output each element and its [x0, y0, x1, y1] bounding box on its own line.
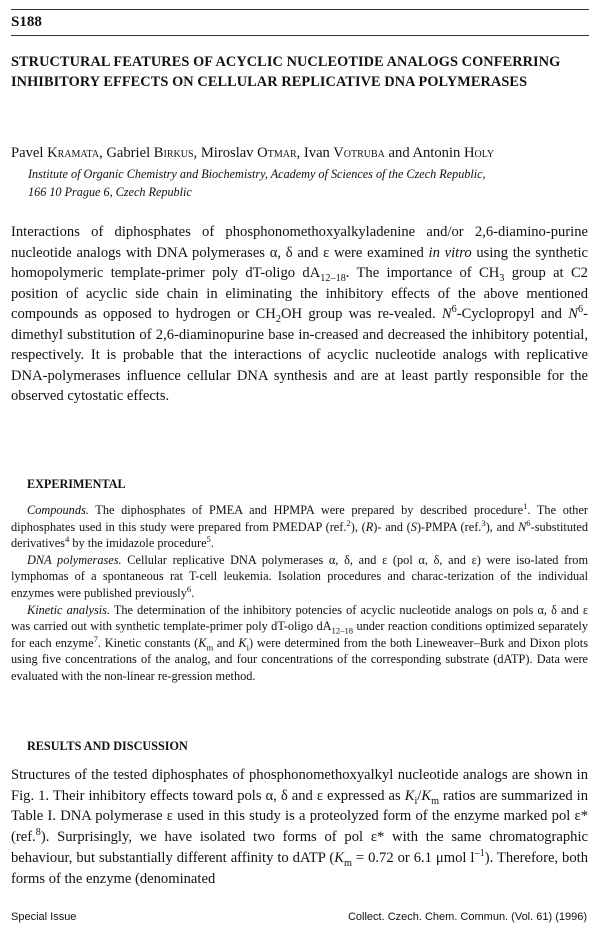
author-name: Gabriel Birkus: [106, 145, 194, 161]
author-name: Antonin Holy: [412, 145, 495, 161]
page-number: S188: [11, 14, 42, 30]
author-name: Miroslav Otmar: [200, 145, 297, 161]
abstract: Interactions of diphosphates of phosphonomethoxyalkyladenine and/or 2,6-diamino-purine nucleotide analogs with DNA polymerases α, δ and ε were examined in vitro using the synthetic homopolymeric template-primer poly dT-oligo $dA_{12-18}$. The importance of $CH_3$ group at C2 position of acyclic side chain in eliminating the inhibitory effects of the above mentioned compounds as opposed to hydrogen or $CH_2OH$ group was re-vealed. $N^6$-Cyclopropyl and $N^6$-dimethyl substitution of 2,6-diaminopurine base in-creased and decreased the inhibitory potential, respectively. It is probable that the interactions of acyclic nucleotide analogs with replicative DNA-polymerases influence cellular DNA synthesis and are at least partly responsible for the observed cytostatic effects.: [11, 224, 588, 404]
affiliation-line-2: 166 10 Prague 6, Czech Republic: [28, 185, 192, 199]
paragraph-compounds: Compounds. The diphosphates of PMEA and HPMPA were prepared by described procedure$^1$. The other diphosphates used in this study were prepared from PMEDAP (ref.$^2$), (R)- and (S)-PMPA (ref.$^3$), and $N^6$-substituted derivatives$^4$ by the imidazole procedure$^5$.: [11, 500, 588, 551]
section-heading-experimental: EXPERIMENTAL: [27, 477, 126, 491]
paper-title: STRUCTURAL FEATURES OF ACYCLIC NUCLEOTIDE ANALOGS CONFERRING INHIBITORY EFFECTS ON CELLULAR REPLICATIVE DNA POLYMERASES: [11, 54, 561, 90]
affiliation-line-1: Institute of Organic Chemistry and Biochemistry, Academy of Sciences of the Czech Republic,: [28, 167, 486, 181]
experimental-section: [11, 502, 588, 685]
paragraph-dna-polymerases: DNA polymerases. Cellular replicative DNA polymerases α, δ, and ε (pol α, δ, and ε) were iso-lated from lymphomas of a spontaneous rat T-cell leukemia. Isolation procedures and charac-terization of the individual enzymes were published previously$^6$.: [11, 552, 589, 600]
header-rule-bottom: [11, 35, 589, 36]
results-text: Structures of the tested diphosphates of phosphonomethoxyalkyl nucleotide analogs are shown in Fig. 1. Their inhibitory effects toward pols α, δ and ε expressed as $K_i/K_m$ ratios are summarized in Table I. DNA polymerase ε used in this study is a proteolyzed form of the enzyme marked pol ε* (ref.$^8$). Surprisingly, we have isolated two forms of pol ε* with the same chromatographic behaviour, but substantially different affinity to dATP ($K_m = 0.72$ or 6.1 μmol $l^{-1}$). Therefore, both forms of the enzyme (denominated: [11, 767, 588, 887]
author-name: Ivan Votruba: [303, 145, 385, 161]
footer-issue: Special Issue: [11, 911, 77, 923]
affiliation: [28, 165, 588, 201]
author-list: Pavel Kramata, Gabriel Birkus, Miroslav Otmar, Ivan Votruba and Antonin Holy: [11, 145, 495, 161]
author-name: Pavel Kramata: [11, 145, 100, 161]
section-heading-results: RESULTS AND DISCUSSION: [27, 739, 188, 753]
header-rule-top: [11, 9, 589, 10]
paragraph-kinetic-analysis: Kinetic analysis. The determination of the inhibitory potencies of acyclic nucleotide analogs on pols α, δ and ε was carried out with synthetic template-primer poly dT-oligo $dA_{12-18}$ under reaction conditions optimized separately for each enzyme$^7$. Kinetic constants ($K_m$ and $K_i$) were determined from the both Lineweaver–Burk and Dixon plots using five concentrations of the analog, and four concentrations of the corresponding substrate (dATP). Data were evaluated with the non-linear re-gression method.: [11, 602, 588, 683]
footer-citation: Collect. Czech. Chem. Commun. (Vol. 61) (1996): [347, 911, 587, 923]
